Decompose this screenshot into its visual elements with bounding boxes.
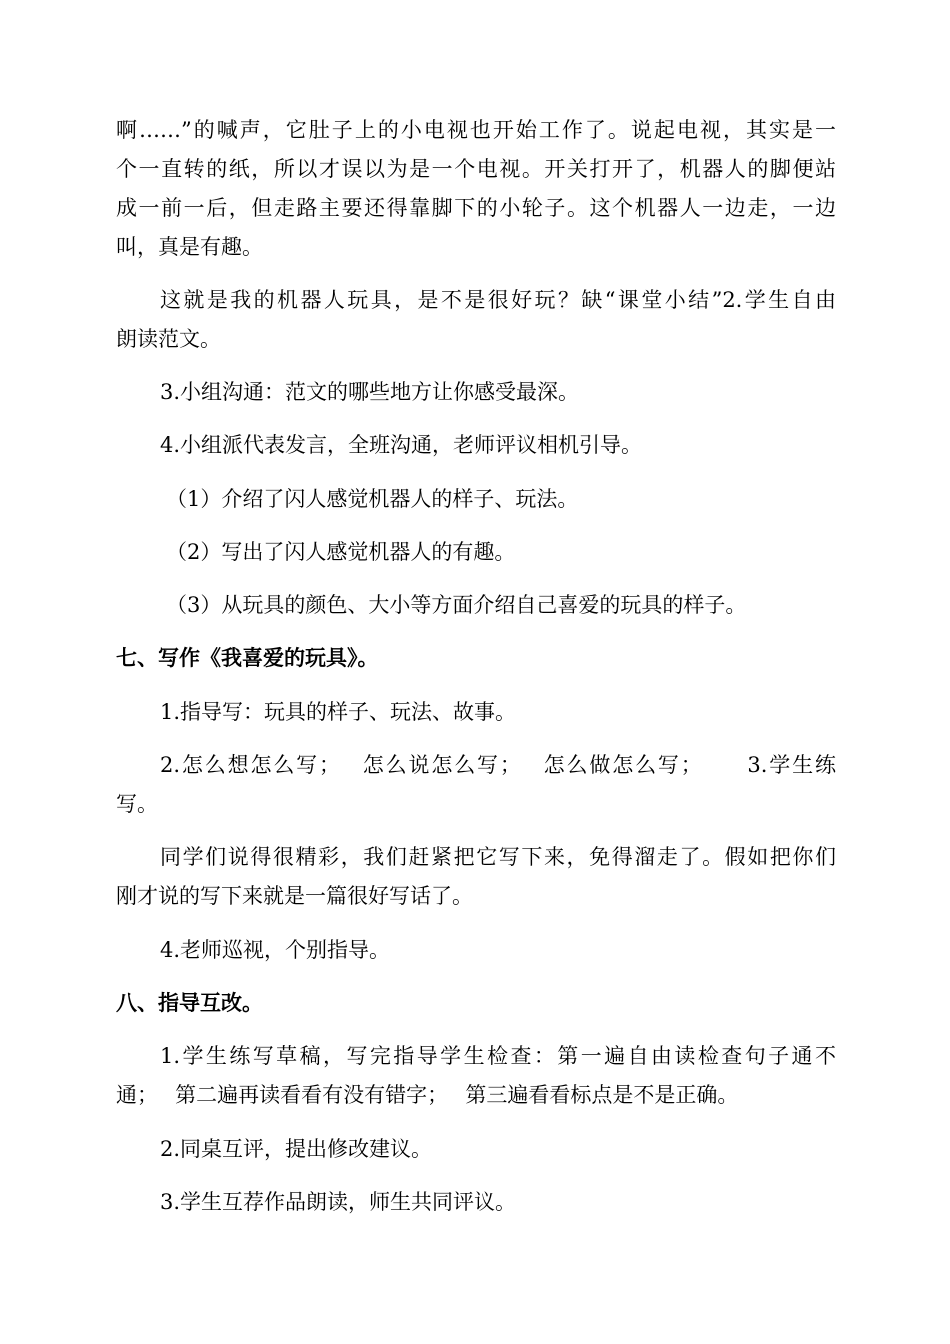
step-text: 3.学生互荐作品朗读，师生共同评议。 xyxy=(160,1190,517,1214)
step-text: 4.老师巡视，个别指导。 xyxy=(160,938,391,962)
paragraph-line: 啊……”的喊声，它肚子上的小电视也开始工作了。说起电视，其实是一 xyxy=(116,118,836,142)
step-text: 3.小组沟通：范文的哪些地方让你感受最深。 xyxy=(160,380,580,404)
step-text: 4.小组派代表发言，全班沟通，老师评议相机引导。 xyxy=(160,433,643,457)
paragraph-line: 写。 xyxy=(116,792,158,816)
paragraph-line: 朗读范文。 xyxy=(116,327,221,351)
section-heading: 七、写作《我喜爱的玩具》。 xyxy=(116,646,379,670)
step-text: 1.指导写：玩具的样子、玩法、故事。 xyxy=(160,700,517,724)
paragraph-line: 1.学生练写草稿，写完指导学生检查：第一遍自由读检查句子通不 xyxy=(160,1044,836,1068)
step-text: 2.同桌互评，提出修改建议。 xyxy=(160,1137,433,1161)
paragraph-line: 同学们说得很精彩，我们赶紧把它写下来，免得溜走了。假如把你们 xyxy=(160,845,836,869)
paragraph-line: 刚才说的写下来就是一篇很好写话了。 xyxy=(116,884,473,908)
list-item: （1）介绍了闪人感觉机器人的样子、玩法。 xyxy=(166,487,579,511)
section-heading: 八、指导互改。 xyxy=(116,991,263,1015)
paragraph-line: 通； 第二遍再读看看有没有错字； 第三遍看看标点是不是正确。 xyxy=(116,1083,739,1107)
paragraph-line: 这就是我的机器人玩具，是不是很好玩？缺“课堂小结”2.学生自由 xyxy=(160,288,836,312)
list-item: （2）写出了闪人感觉机器人的有趣。 xyxy=(166,540,516,564)
paragraph-line: 叫，真是有趣。 xyxy=(116,235,263,259)
paragraph-line: 个一直转的纸，所以才误以为是一个电视。开关打开了，机器人的脚便站 xyxy=(116,157,836,181)
paragraph-line: 2.怎么想怎么写； 怎么说怎么写； 怎么做怎么写； 3.学生练 xyxy=(160,753,836,777)
list-item: （3）从玩具的颜色、大小等方面介绍自己喜爱的玩具的样子。 xyxy=(166,593,747,617)
paragraph-line: 成一前一后，但走路主要还得靠脚下的小轮子。这个机器人一边走，一边 xyxy=(116,196,836,220)
